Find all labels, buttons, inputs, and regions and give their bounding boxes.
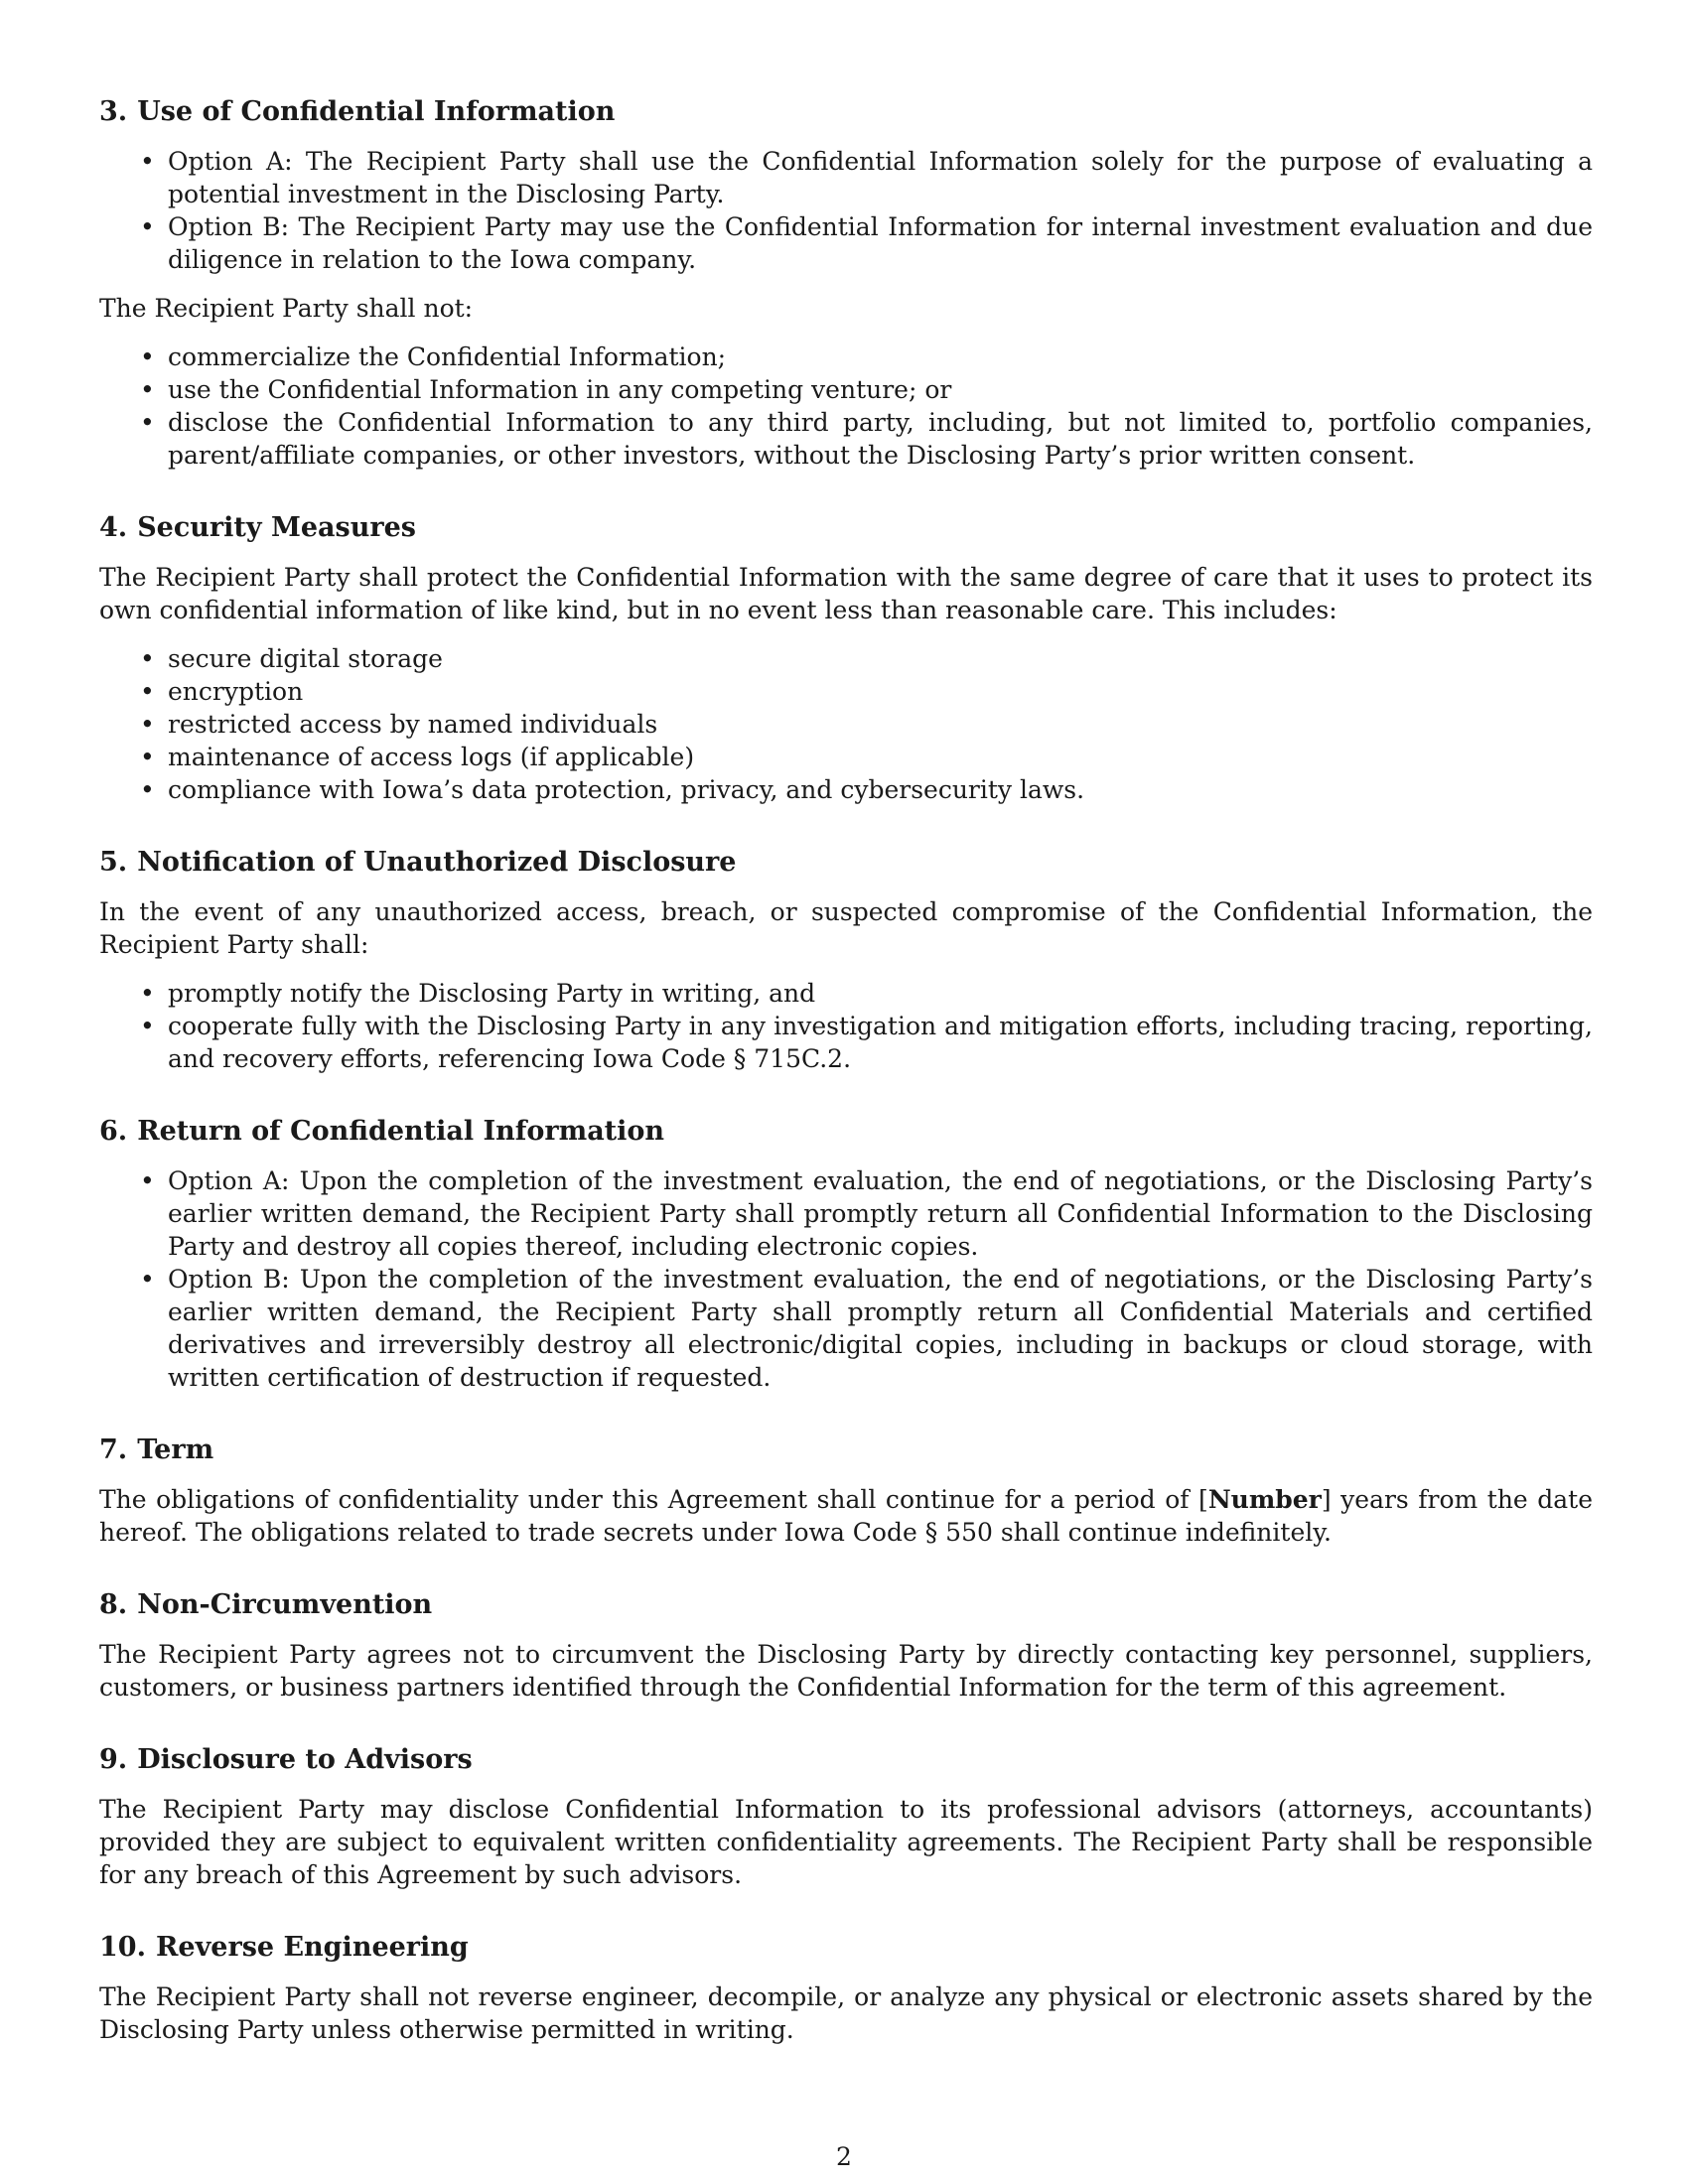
section-heading: 7. Term [99,1434,214,1465]
document-page [99,95,1593,2086]
list-item: • use the Confidential Information in any competing venture; or [168,373,1593,406]
section-heading: 6. Return of Confidential Information [99,1116,665,1147]
section-use-of-confidential-information [99,95,1593,472]
section-non-circumvention [99,1588,1593,1704]
section-heading: 4. Security Measures [99,512,416,543]
list-item: • commercialize the Confidential Information; [168,341,1593,373]
bullet-list [99,341,1593,472]
section-return-of-confidential-information [99,1115,1593,1394]
number-placeholder: Number [1207,1485,1322,1514]
list-item: • Option B: The Recipient Party may use the Confidential Information for internal investment evaluation and due diligence in relation to the Iowa company. [168,210,1593,276]
list-item: • disclose the Confidential Information to any third party, including, but not limited to, portfolio companies, parent/affiliate companies, or other investors, without the Disclosing Party’s prior written consent. [168,406,1593,472]
section-heading: 10. Reverse Engineering [99,1932,469,1963]
list-item: • compliance with Iowa’s data protection, privacy, and cybersecurity laws. [168,773,1593,806]
list-item: • Option B: Upon the completion of the investment evaluation, the end of negotiations, or the Disclosing Party’s earlier written demand, the Recipient Party shall promptly return all Confidential Materials and certified derivatives and irreversibly destroy all electronic/digital copies, including in backups or cloud storage, with written certification of destruction if requested. [168,1263,1593,1394]
section-disclosure-to-advisors [99,1743,1593,1891]
section-security-measures [99,511,1593,806]
list-item: • cooperate fully with the Disclosing Party in any investigation and mitigation efforts, including tracing, reporting, and recovery efforts, referencing Iowa Code § 715C.2. [168,1010,1593,1075]
page-number: 2 [836,2142,852,2171]
paragraph: The Recipient Party shall not: [99,294,474,323]
section-reverse-engineering [99,1931,1593,2046]
section-heading: 3. Use of Confidential Information [99,96,616,127]
section-term [99,1433,1593,1549]
list-item: • maintenance of access logs (if applicable) [168,741,1593,773]
options-list [99,1164,1593,1394]
list-item: • restricted access by named individuals [168,708,1593,741]
paragraph: In the event of any unauthorized access, breach, or suspected compromise of the Confidential Information, the Recipient Party shall: [99,897,1593,959]
bullet-list [99,642,1593,806]
bullet-list [99,977,1593,1075]
paragraph: The Recipient Party shall protect the Confidential Information with the same degree of care that it uses to protect its own confidential information of like kind, but in no event less than reasonable care. This includes: [99,563,1593,624]
list-item: • secure digital storage [168,642,1593,675]
paragraph: The obligations of confidentiality under this Agreement shall continue for a period of [Number] years from the date hereof. The obligations related to trade secrets under Iowa Code § 550 shall continue indefinitely. [99,1485,1593,1547]
list-item: • encryption [168,675,1593,708]
paragraph: The Recipient Party may disclose Confidential Information to its professional advisors (attorneys, accountants) provided they are subject to equivalent written confidentiality agreements. The Recipient Party shall be responsible for any breach of this Agreement by such advisors. [99,1795,1593,1889]
section-heading: 5. Notification of Unauthorized Disclosure [99,847,737,878]
section-notification-of-unauthorized-disclosure [99,846,1593,1075]
options-list [99,145,1593,276]
paragraph: The Recipient Party agrees not to circumvent the Disclosing Party by directly contacting key personnel, suppliers, customers, or business partners identified through the Confidential Information for the term of this agreement. [99,1640,1593,1702]
list-item: • promptly notify the Disclosing Party in writing, and [168,977,1593,1010]
section-heading: 9. Disclosure to Advisors [99,1744,473,1775]
paragraph: The Recipient Party shall not reverse engineer, decompile, or analyze any physical or electronic assets shared by the Disclosing Party unless otherwise permitted in writing. [99,1982,1593,2044]
list-item: • Option A: The Recipient Party shall use the Confidential Information solely for the purpose of evaluating a potential investment in the Disclosing Party. [168,145,1593,210]
list-item: • Option A: Upon the completion of the investment evaluation, the end of negotiations, or the Disclosing Party’s earlier written demand, the Recipient Party shall promptly return all Confidential Information to the Disclosing Party and destroy all copies thereof, including electronic copies. [168,1164,1593,1263]
section-heading: 8. Non-Circumvention [99,1589,433,1620]
